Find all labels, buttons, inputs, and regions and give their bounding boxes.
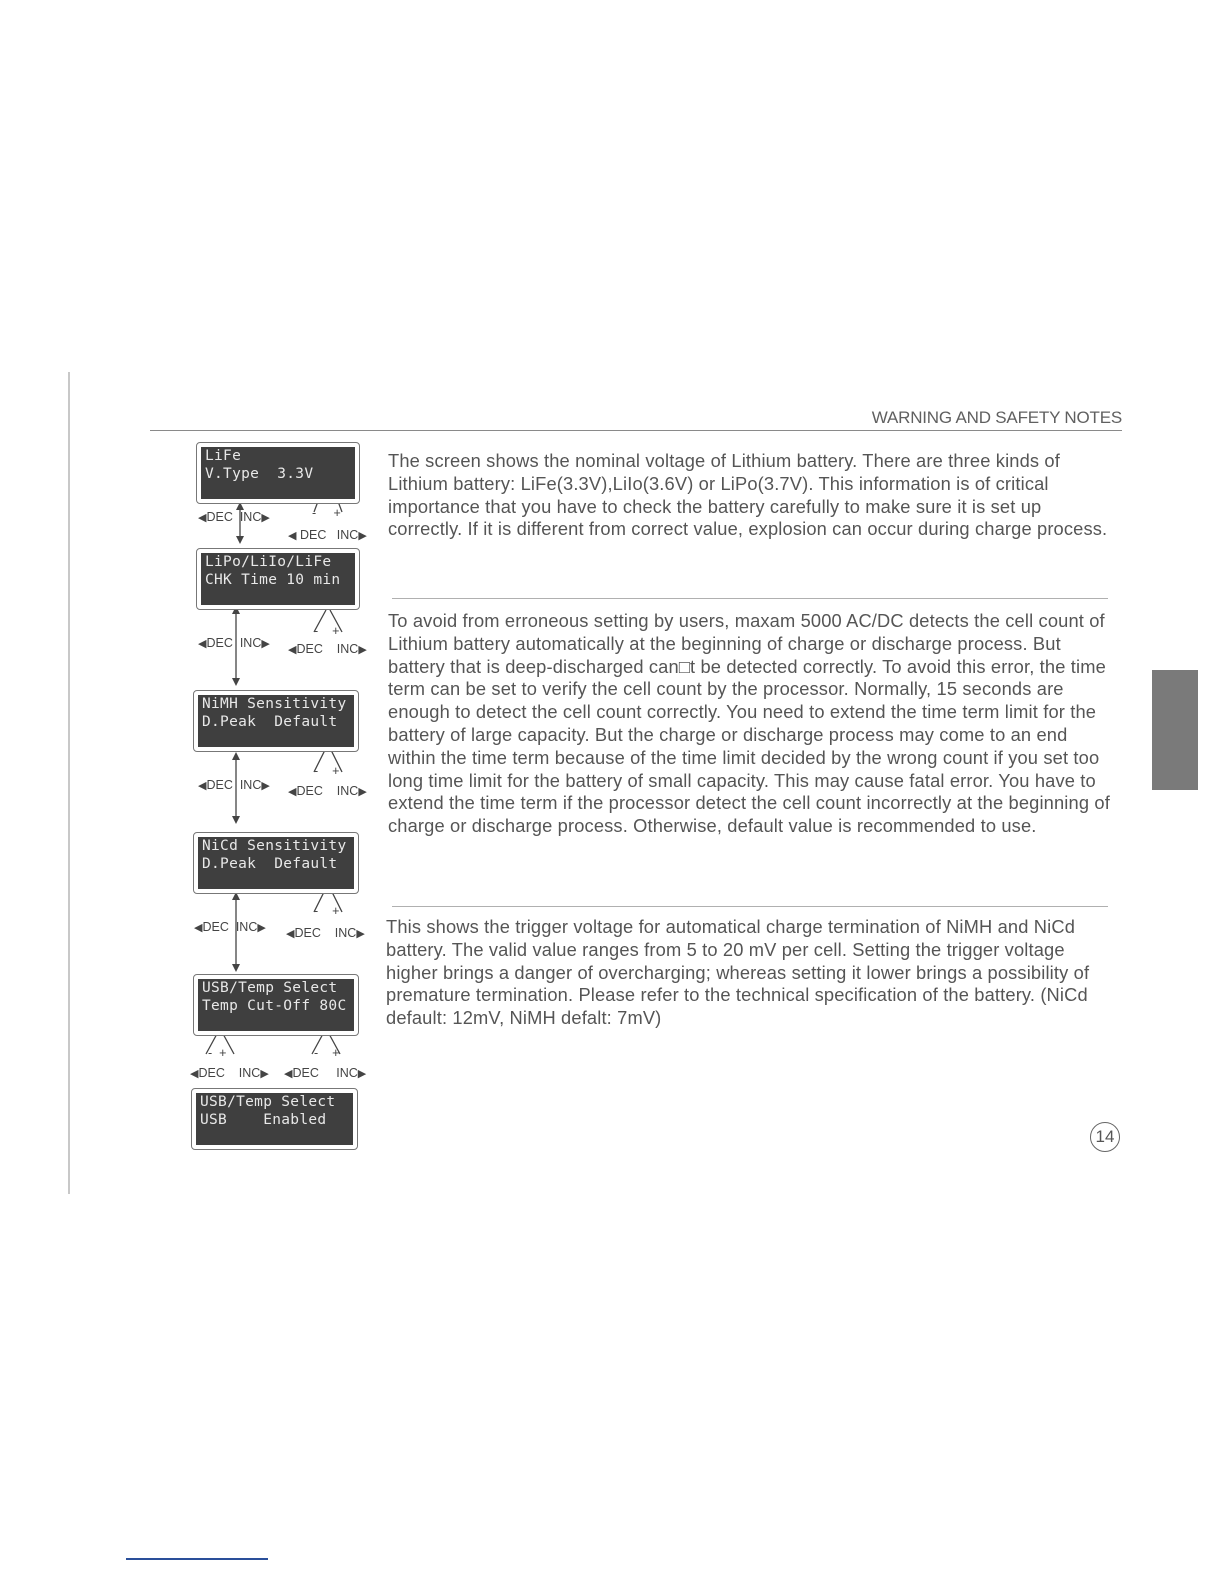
paragraph-trigger-voltage: This shows the trigger voltage for automatical charge termination of NiMH and NiCd battery. The valid value ranges from 5 to 20 mV per cell. Setting the trigger voltage higher brings a danger of overcharging; whereas setting it lower brings a possibility of premature termination. Please refer to the technical specification of the battery. (NiCd default: 12mV, NiMH defalt: 7mV) bbox=[386, 916, 1090, 1029]
nav-dec-inc-4[interactable]: ◀DEC INC▶ bbox=[194, 920, 266, 934]
lcd-screen-life-voltage bbox=[196, 442, 360, 504]
nav-dec-inc-1[interactable]: ◀DEC INC▶ bbox=[198, 510, 270, 524]
page-margin-line bbox=[68, 372, 70, 1194]
lcd-line-2: Temp Cut-Off 80C bbox=[202, 997, 347, 1014]
lcd-screen-usb-enabled bbox=[191, 1088, 358, 1150]
lcd-line-2: V.Type 3.3V bbox=[205, 465, 314, 482]
section-header: WARNING AND SAFETY NOTES bbox=[871, 408, 1122, 427]
paragraph-lithium-voltage: The screen shows the nominal voltage of Lithium battery. There are three kinds of Lithium battery: LiFe(3.3V),LiIo(3.6V) or LiPo(3.7V). This information is of critical importance that you have to check the battery carefully to make sure it is set up correctly. If it is different from correct value, explosion can occur during charge process. bbox=[388, 450, 1108, 540]
value-dec-inc-1[interactable]: ◀ DEC INC▶ bbox=[288, 528, 367, 542]
value-dec-inc-2[interactable]: ◀DEC INC▶ bbox=[288, 642, 367, 656]
lcd-screen-check-time bbox=[196, 548, 360, 610]
lcd-screen-temp-cutoff bbox=[193, 974, 359, 1036]
section-separator bbox=[392, 906, 1108, 907]
lcd-line-2: USB Enabled bbox=[200, 1111, 327, 1128]
lcd-screen-nimh-sensitivity bbox=[193, 690, 359, 752]
lcd-line-1: LiPo/LiIo/LiFe bbox=[205, 554, 332, 570]
value-dec-inc-3[interactable]: ◀DEC INC▶ bbox=[288, 784, 367, 798]
lcd-line-2: D.Peak Default bbox=[202, 855, 338, 872]
nav-dec-inc-3[interactable]: ◀DEC INC▶ bbox=[198, 778, 270, 792]
lcd-line-2: CHK Time 10 min bbox=[205, 571, 341, 588]
lcd-screen-nicd-sensitivity bbox=[193, 832, 359, 894]
value-dec-inc-4[interactable]: ◀DEC INC▶ bbox=[286, 926, 365, 940]
nav-dec-inc-5[interactable]: ◀DEC INC▶ bbox=[190, 1066, 269, 1080]
footer-rule bbox=[126, 1558, 268, 1560]
lcd-line-1: NiMH Sensitivity bbox=[202, 696, 347, 712]
value-minus-plus-2: - + bbox=[314, 624, 340, 638]
value-minus-plus-5b: - + bbox=[314, 1046, 340, 1060]
paragraph-cell-count-check: To avoid from erroneous setting by users, maxam 5000 AC/DC detects the cell count of Lithium battery automatically at the beginning of charge or discharge process. But battery that is deep-discharged can□t be detected correctly. To avoid this error, the time term can be set to verify the cell count by the processor. Normally, 15 seconds are enough to detect the cell count correctly. You need to extend the time term limit for the battery of large capacity. But the charge or discharge process may come to an end within the time term because of the time limit decided by the wrong count if you set too long time limit for the battery of small capacity. This may cause fatal error. You have to extend the time term if the processor detect the cell count incorrectly at the beginning of charge or discharge process. Otherwise, default value is recommended to use. bbox=[388, 610, 1110, 837]
lcd-line-2: D.Peak Default bbox=[202, 713, 338, 730]
value-minus-plus-3: - + bbox=[314, 764, 340, 778]
page-number: 14 bbox=[1090, 1122, 1120, 1152]
value-minus-plus-4: - + bbox=[314, 904, 340, 918]
section-tab-marker bbox=[1152, 670, 1198, 790]
lcd-line-1: USB/Temp Select bbox=[202, 980, 338, 996]
value-dec-inc-5[interactable]: ◀DEC INC▶ bbox=[284, 1066, 367, 1080]
section-separator bbox=[392, 598, 1108, 599]
lcd-line-1: USB/Temp Select bbox=[200, 1094, 336, 1110]
lcd-line-1: LiFe bbox=[205, 448, 242, 464]
value-minus-plus-5a: - + bbox=[208, 1046, 227, 1060]
value-minus-plus-1: - + bbox=[312, 506, 341, 520]
header-rule bbox=[150, 430, 1122, 431]
lcd-line-1: NiCd Sensitivity bbox=[202, 838, 347, 854]
nav-dec-inc-2[interactable]: ◀DEC INC▶ bbox=[198, 636, 270, 650]
